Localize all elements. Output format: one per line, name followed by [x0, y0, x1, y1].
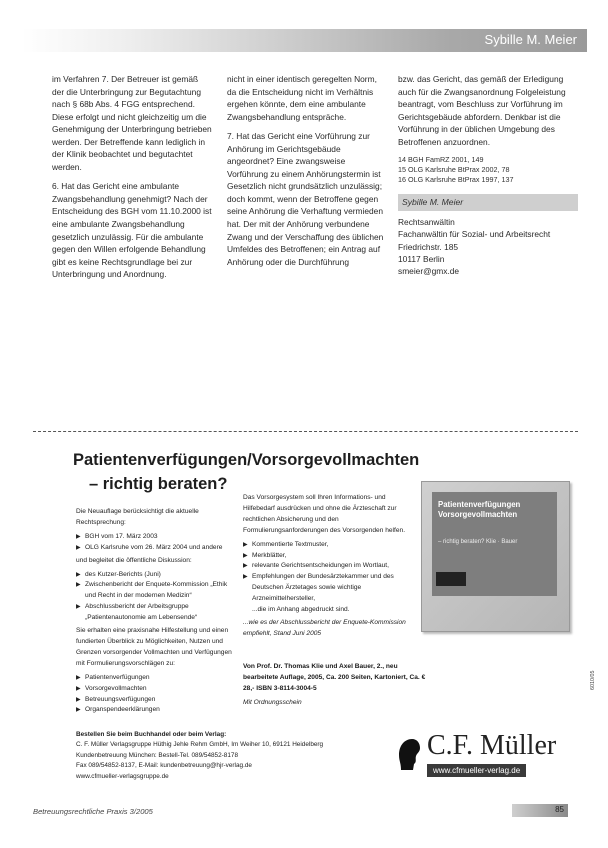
ad-left-text: Sie erhalten eine praxisnahe Hilfestellung und einen fundierten Überblick zu Möglichkeiten, Nutzen und Grenzen vorsorgender Vollmachten und Verfügungen mit Formulierungsvorschlägen zu:	[76, 627, 232, 667]
ad-right-column	[243, 493, 418, 643]
list-item: ▶ relevante Gerichtsentscheidungen im Wortlaut,	[243, 561, 418, 572]
article-column-1	[52, 73, 212, 288]
book-cover-title: Patientenverfügungen Vorsorgevollmachten	[438, 500, 521, 519]
publisher-head-icon	[395, 737, 421, 771]
order-line: Fax 089/54852-8137, E-Mail: kundenbetreuung@hjr-verlag.de	[76, 762, 252, 770]
ad-list-rulings	[76, 532, 236, 554]
address-line: Fachanwältin für Sozial- und Arbeitsrecht	[398, 229, 551, 240]
page-header-bar	[22, 29, 587, 52]
column-1-paragraph-2: 6. Hat das Gericht eine ambulante Zwangsbehandlung genehmigt? Nach der Entscheidung des BGH vom 11.10.2000 ist eine ambulante Zwangsbehandlung gesetzlich unzulässig. Für die ambulante gegen den Willen erfolgende Behandlung gibt es keine Rechtsgrundlage bei zur Unterbringung und Anordnung.	[52, 181, 212, 280]
book-cover-image	[421, 481, 570, 632]
footnote: 15 OLG Karlsruhe BtPrax 2002, 78	[398, 165, 510, 175]
ad-left-intro: Die Neuauflage berücksichtigt die aktuelle Rechtsprechung:	[76, 508, 199, 526]
order-line: Bestellen Sie beim Buchhandel oder beim Verlag:	[76, 731, 227, 738]
ad-headline	[73, 448, 419, 496]
book-authors-info: Von Prof. Dr. Thomas Klie und Axel Bauer, 2., neu bearbeitete Auflage, 2005, Ca. 200 Seiten, Kartoniert, Ca. € 28,- ISBN 3-8114-3004-5	[243, 663, 426, 692]
book-note: Mit Ordnungsschein	[243, 698, 302, 706]
list-item: ▶ Vorsorgevollmachten	[76, 684, 236, 695]
order-line: Kundenbetreuung München: Bestell-Tel. 089/54852-8178	[76, 751, 239, 759]
page-number: 85	[555, 805, 564, 814]
address-line: Rechtsanwältin	[398, 216, 455, 227]
ad-list-contents	[243, 540, 418, 616]
ad-title-line-1: Patientenverfügungen/Vorsorgevollmachten	[73, 451, 420, 469]
list-item: ▶ des Kutzer-Berichts (Juni)	[76, 570, 236, 581]
list-item: ...die im Anhang abgedruckt sind.	[252, 606, 350, 614]
journal-footer: Betreuungsrechtliche Praxis 3/2005	[33, 807, 153, 816]
list-item: ▶ Zwischenbericht der Enquete-Kommission „Ethik und Recht in der modernen Medizin“	[76, 580, 236, 602]
publisher-name: C.F. Müller	[427, 730, 557, 761]
column-1-paragraph-1: im Verfahren 7. Der Betreuer ist gemäß der die Unterbringung zur Begutachtung nach § 68b Abs. 4 FGG entsprechend. Diese erfolgt und nicht gleichzeitig um die Genehmigung der Unterbringung betrieben werden. Der Betreffende kann lediglich in der Klinik beobachtet und begutachtet werden.	[52, 74, 212, 172]
publisher-logo	[393, 732, 573, 792]
ad-list-topics	[76, 673, 236, 717]
list-item: ▶ Merkblätter,	[243, 551, 418, 562]
footnote: 14 BGH FamRZ 2001, 149	[398, 155, 484, 165]
footnotes	[398, 155, 578, 185]
ad-left-mid: und begleitet die öffentliche Diskussion:	[76, 556, 192, 564]
address-line: Friedrichstr. 185	[398, 241, 459, 252]
list-item: ▶ OLG Karlsruhe vom 26. März 2004 und andere	[76, 543, 236, 554]
list-item: ▶ Empfehlungen der Bundesärztekammer und des Deutschen Ärztetages sowie wichtige Arzneimittelhersteller,	[243, 572, 418, 605]
article-column-2	[227, 73, 384, 275]
page-number-tab	[512, 804, 568, 817]
column-2-paragraph-2: 7. Hat das Gericht eine Vorführung zur Anhörung im Gerichtsgebäude angeordnet? Eine zwangsweise Vorführung zu einem Anhörungstermin ist Gesetzlich nicht grundsätzlich unzulässig; doch kommt, wenn der Betroffene gegen seine Anhörung die Verhaftung vermieden hat. Der mit der Anhörung verbundene Zwang und der Verschaffung des üblichen Umfeldes des Betroffenen; ein Antrag auf Anhörung oder die Durchführung	[227, 131, 384, 267]
list-item: ▶ Abschlussbericht der Arbeitsgruppe „Patientenautonomie am Lebensende“	[76, 602, 236, 624]
ad-list-discussion	[76, 570, 236, 625]
author-name-bar: Sybille M. Meier	[398, 194, 578, 211]
order-line: C. F. Müller Verlagsgruppe Hüthig Jehle Rehm GmbH, Im Weiher 10, 69121 Heidelberg	[76, 741, 324, 749]
footnote: 16 OLG Karlsruhe BtPrax 1997, 137	[398, 175, 514, 185]
list-item: ▶ Organspendeerklärungen	[76, 705, 236, 716]
list-item: ▶ BGH vom 17. März 2003	[76, 532, 236, 543]
list-item: ▶ Betreuungsverfügungen	[76, 695, 236, 706]
article-column-3	[398, 73, 578, 278]
header-author: Sybille M. Meier	[484, 32, 577, 47]
order-website: www.cfmueller-verlagsgruppe.de	[76, 772, 169, 780]
advertisement-divider	[33, 431, 578, 432]
list-item: ▶ Kommentierte Textmuster,	[243, 540, 418, 551]
book-details	[243, 662, 433, 709]
book-cover-publisher-logo	[436, 572, 466, 586]
ad-side-code: 6010/05	[590, 670, 596, 690]
publisher-website: www.cfmueller-verlag.de	[427, 764, 526, 777]
list-item: ▶ Patientenverfügungen	[76, 673, 236, 684]
order-info	[76, 730, 406, 782]
ad-title-line-2: – richtig beraten?	[89, 475, 228, 493]
ad-left-column	[76, 507, 236, 718]
address-line: 10117 Berlin	[398, 254, 445, 265]
book-cover-subtitle: – richtig beraten? Klie · Bauer	[438, 539, 518, 545]
column-3-paragraph-1: bzw. das Gericht, das gemäß der Erledigung auch für die Zwangsanordnung Folgeleistung beantragt, vom Beschluss zur Vorführung im Gerichtsgebäude abfordern. Denkbar ist die Vorführung in der üblichen Umgebung des Betroffenen anzuordnen.	[398, 74, 566, 147]
ad-right-note: ...wie es der Abschlussbericht der Enquete-Kommission empfiehlt, Stand Juni 2005	[243, 618, 406, 637]
author-email: smeier@gmx.de	[398, 266, 460, 277]
author-address	[398, 216, 578, 278]
ad-right-intro: Das Vorsorgesystem soll Ihren Informations- und Hilfebedarf ausdrücken und ohne die Ärzteschaft zur rechtlichen Absicherung und den Formulierungsanforderungen des Vorsorgenden helfen.	[243, 494, 406, 534]
column-2-paragraph-1: nicht in einer identisch geregelten Norm, da die Entscheidung nicht im Verhältnis ergehen könnte, dem eine ambulante Zwangsbehandlung entspräche.	[227, 74, 377, 122]
